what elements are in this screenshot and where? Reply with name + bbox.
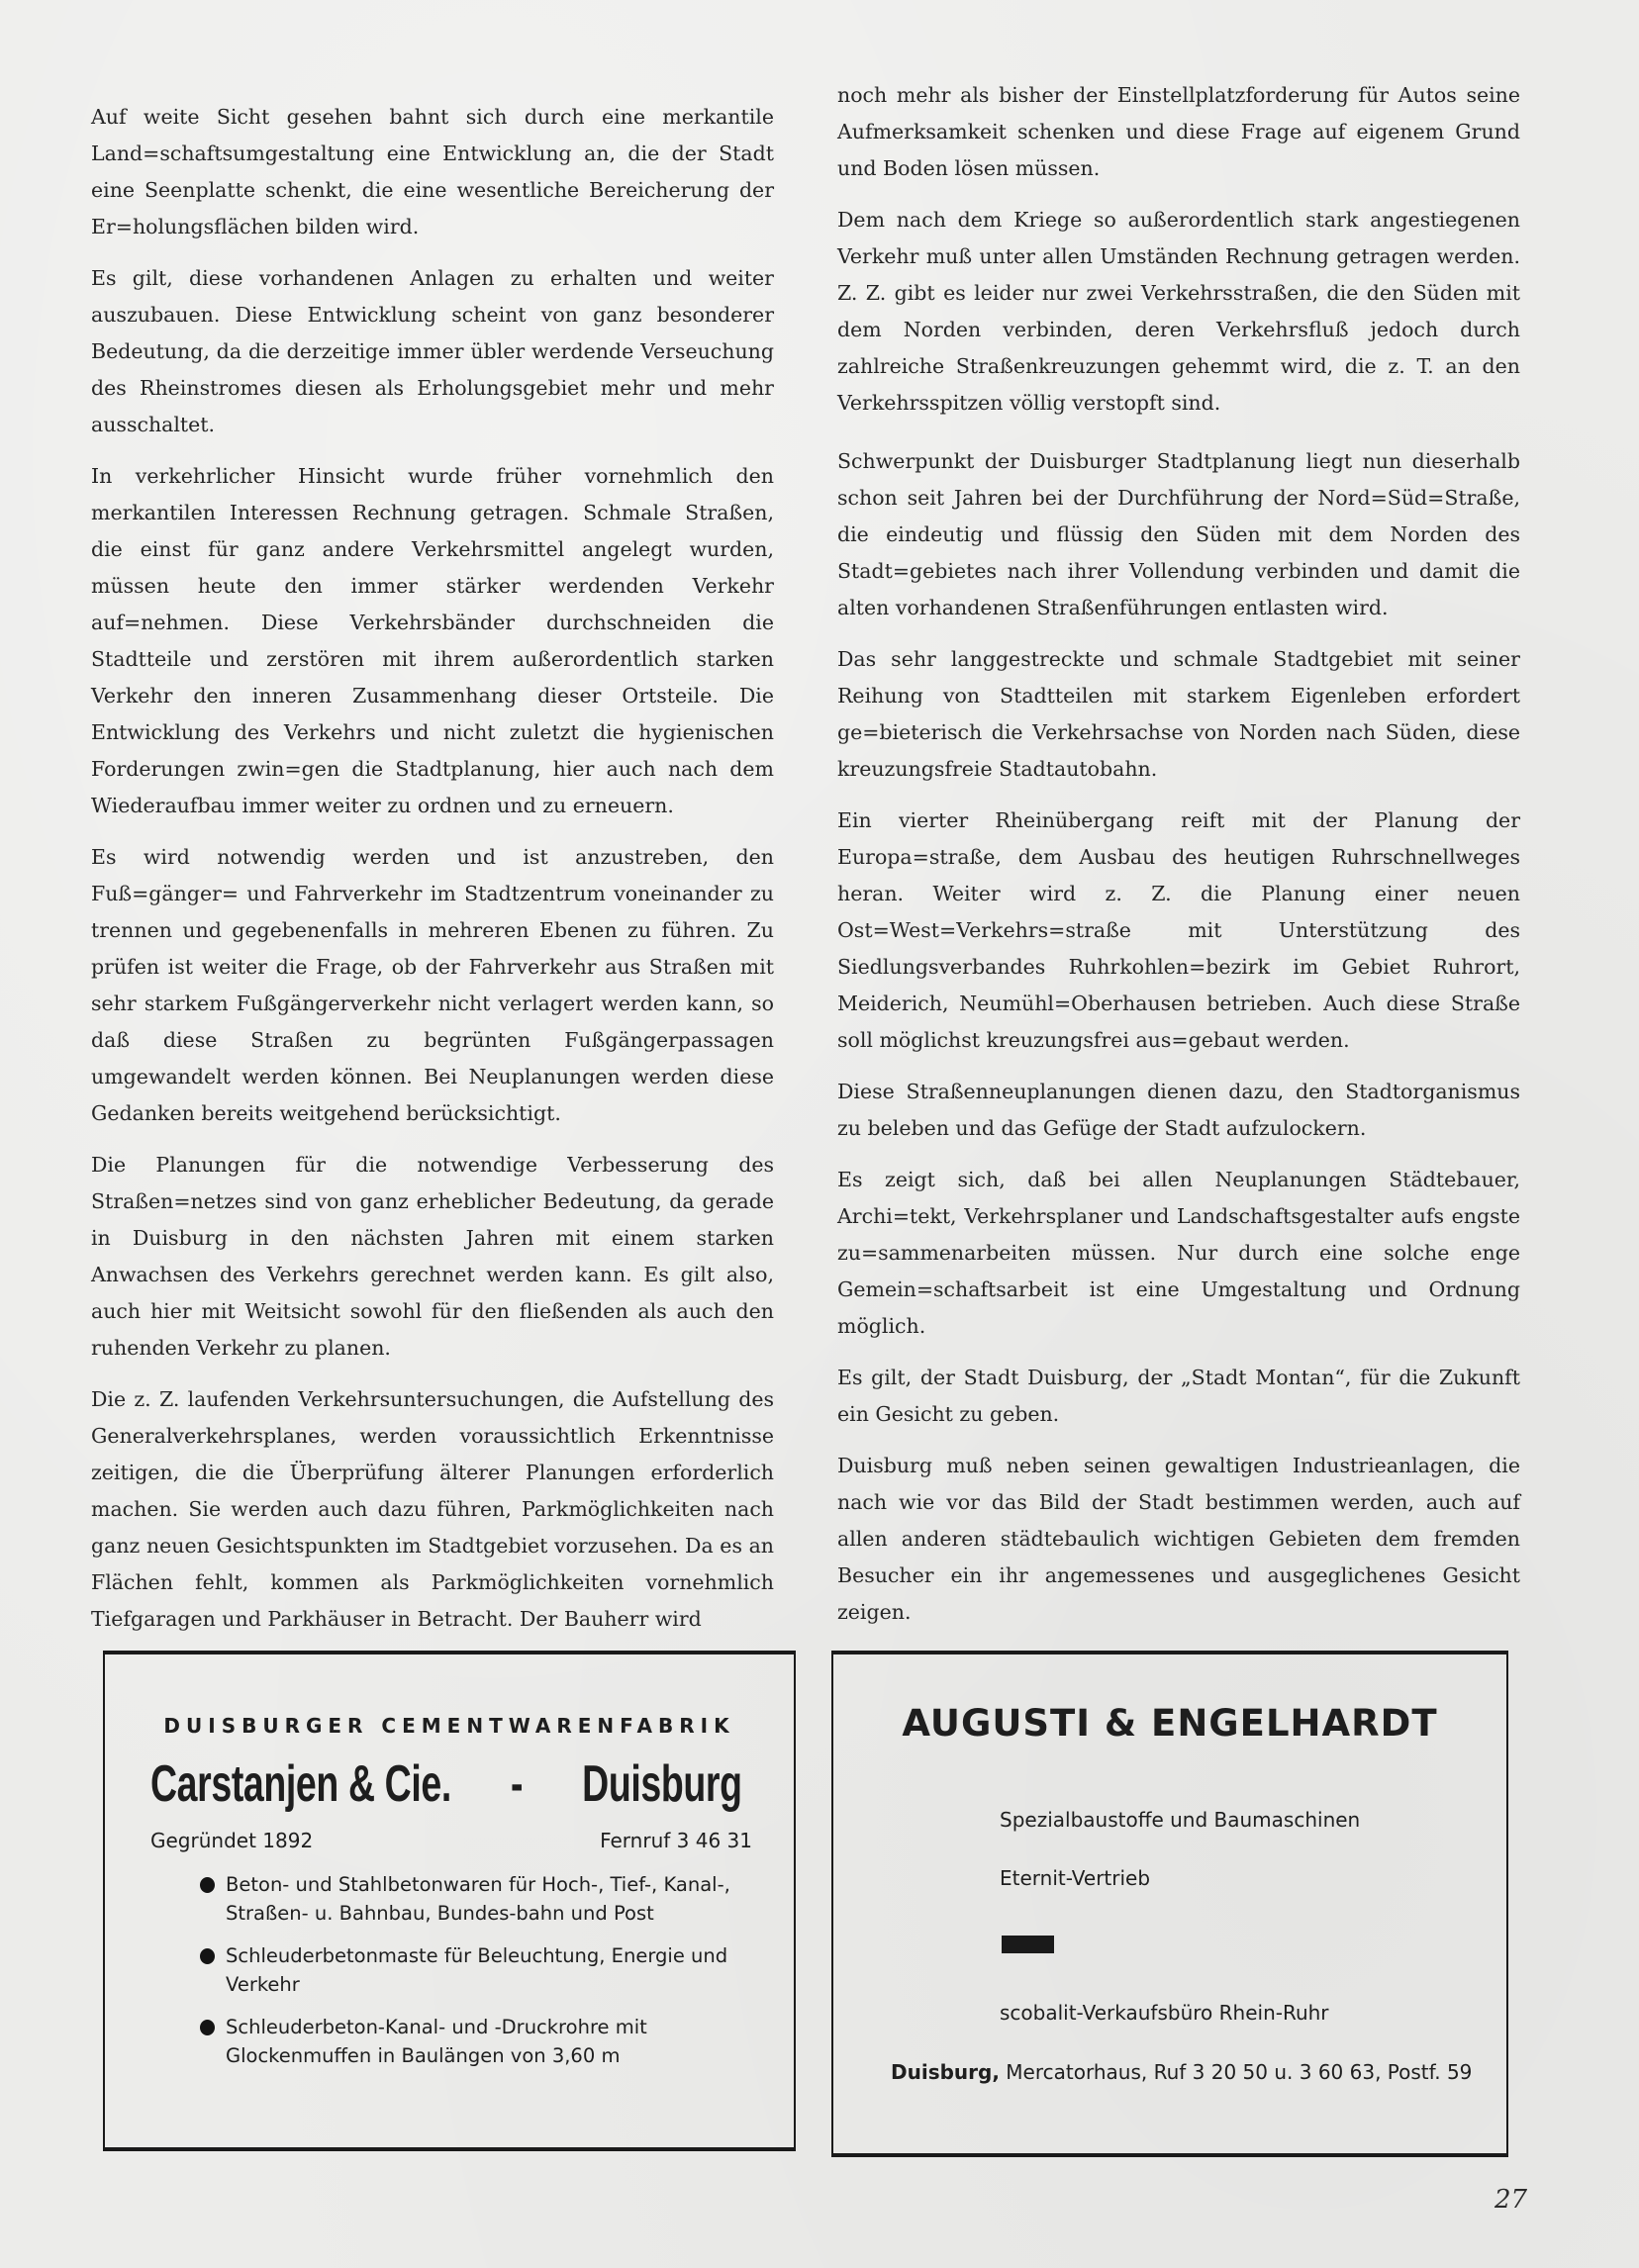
product-text: Beton- und Stahlbetonwaren für Hoch-, Tief-, Kanal-, Straßen- u. Bahnbau, Bundes-bahn und Post bbox=[226, 1873, 730, 1925]
phone-number: Fernruf 3 46 31 bbox=[600, 1829, 752, 1852]
paragraph: Es wird notwendig werden und ist anzustreben, den Fuß=gänger= und Fahrverkehr im Stadtzentrum voneinander zu trennen und gegebenenfalls in mehreren Ebenen zu führen. Zu prüfen ist weiter die Frage, ob der Fahrverkehr aus Straßen mit sehr starkem Fußgängerverkehr nicht verlagert werden kann, so daß diese Straßen zu begrünten Fußgängerpassagen umgewandelt werden können. Bei Neuplanungen werden diese Gedanken bereits weitgehend berücksichtigt. bbox=[91, 845, 774, 1125]
address-city: Duisburg, bbox=[891, 2060, 1000, 2084]
advertisement-augusti-engelhardt bbox=[831, 1651, 1508, 2157]
paragraph: Diese Straßenneuplanungen dienen dazu, den Stadtorganismus zu beleben und das Gefüge der Stadt aufzulockern. bbox=[837, 1080, 1520, 1140]
company-name: Carstanjen & Cie. bbox=[150, 1755, 451, 1813]
ad-kicker: DUISBURGER CEMENTWARENFABRIK bbox=[163, 1714, 735, 1738]
article-right-column bbox=[837, 77, 1520, 1646]
ad-line-specialties: Spezialbaustoffe und Baumaschinen bbox=[1000, 1808, 1361, 1832]
paragraph: Es gilt, diese vorhandenen Anlagen zu erhalten und weiter auszubauen. Diese Entwicklung scheint von ganz besonderer Bedeutung, da die derzeitige immer übler werdende Verseuchung des Rheinstromes diesen als Erholungsgebiet mehr und mehr ausschaltet. bbox=[91, 266, 774, 436]
ad-line-scobalit: scobalit-Verkaufsbüro Rhein-Ruhr bbox=[1000, 2001, 1329, 2025]
paragraph: Es gilt, der Stadt Duisburg, der „Stadt Montan“, für die Zukunft ein Gesicht zu geben. bbox=[837, 1366, 1520, 1426]
paragraph: Das sehr langgestreckte und schmale Stadtgebiet mit seiner Reihung von Stadtteilen mit starkem Eigenleben erfordert ge=bieterisch die Verkehrsachse von Norden nach Süden, diese kreuzungsfreie Stadtautobahn. bbox=[837, 647, 1520, 781]
ad-address bbox=[891, 2060, 1477, 2084]
paragraph: noch mehr als bisher der Einstellplatzforderung für Autos seine Aufmerksamkeit schenken und diese Frage auf eigenem Grund und Boden lösen müssen. bbox=[837, 83, 1520, 180]
company-city: Duisburg bbox=[582, 1755, 742, 1813]
ad-title: AUGUSTI & ENGELHARDT bbox=[902, 1702, 1438, 1745]
ad-company-name bbox=[150, 1753, 742, 1815]
page-number: 27 bbox=[1494, 2185, 1528, 2215]
bullet-icon bbox=[200, 1948, 215, 1964]
paragraph: Die Planungen für die notwendige Verbesserung des Straßen=netzes sind von ganz erheblicher Bedeutung, da gerade in Duisburg in den nächsten Jahren mit einem starken Anwachsen des Verkehrs gerechnet werden kann. Es gilt also, auch hier mit Weitsicht sowohl für den fließenden als auch den ruhenden Verkehr zu planen. bbox=[91, 1153, 774, 1360]
product-item bbox=[200, 1870, 754, 1928]
paragraph: Es zeigt sich, daß bei allen Neuplanungen Städtebauer, Archi=tekt, Verkehrsplaner und Landschaftsgestalter aufs engste zu=sammenarbeiten müssen. Nur durch eine solche enge Gemein=schaftsarbeit ist eine Umgestaltung und Ordnung möglich. bbox=[837, 1168, 1520, 1338]
ad-meta-row bbox=[150, 1829, 752, 1852]
ad-line-eternit: Eternit-Vertrieb bbox=[1000, 1866, 1151, 1890]
paragraph: Auf weite Sicht gesehen bahnt sich durch eine merkantile Land=schaftsumgestaltung eine Entwicklung an, die der Stadt eine Seenplatte schenkt, die eine wesentliche Bereicherung der Er=holungsflächen bilden wird. bbox=[91, 105, 774, 238]
paragraph: Dem nach dem Kriege so außerordentlich stark angestiegenen Verkehr muß unter allen Umständen Rechnung getragen werden. Z. Z. gibt es leider nur zwei Verkehrsstraßen, die den Süden mit dem Norden verbinden, deren Verkehrsfluß jedoch durch zahlreiche Straßenkreuzungen gehemmt wird, die z. T. an den Verkehrsspitzen völlig verstopft sind. bbox=[837, 208, 1520, 415]
advertisement-carstanjen bbox=[103, 1651, 796, 2151]
paragraph: Schwerpunkt der Duisburger Stadtplanung liegt nun dieserhalb schon seit Jahren bei der Durchführung der Nord=Süd=Straße, die eindeutig und flüssig den Süden mit dem Norden des Stadt=gebietes nach ihrer Vollendung verbinden und damit die alten vorhandenen Straßenführungen entlasten wird. bbox=[837, 449, 1520, 619]
company-dash: - bbox=[510, 1755, 524, 1813]
paragraph: Ein vierter Rheinübergang reift mit der Planung der Europa=straße, dem Ausbau des heutigen Ruhrschnellweges heran. Weiter wird z. Z. die Planung einer neuen Ost=West=Verkehrs=straße mit Unterstützung des Siedlungsverbandes Ruhrkohlen=bezirk im Gebiet Ruhrort, Meiderich, Neumühl=Oberhausen betrieben. Auch diese Straße soll möglichst kreuzungsfrei aus=gebaut werden. bbox=[837, 808, 1520, 1052]
black-bar-logo bbox=[1002, 1936, 1054, 1953]
paragraph: Duisburg muß neben seinen gewaltigen Industrieanlagen, die nach wie vor das Bild der Stadt bestimmen werden, auch auf allen anderen städtebaulich wichtigen Gebieten dem fremden Besucher ein ihr angemessenes und ausgeglichenes Gesicht zeigen. bbox=[837, 1454, 1520, 1624]
product-list bbox=[200, 1870, 754, 2084]
address-details: Mercatorhaus, Ruf 3 20 50 u. 3 60 63, Postf. 59 bbox=[999, 2060, 1473, 2084]
product-text: Schleuderbeton-Kanal- und -Druckrohre mit Glockenmuffen in Baulängen von 3,60 m bbox=[226, 2016, 647, 2067]
bullet-icon bbox=[200, 1877, 215, 1893]
product-item bbox=[200, 1941, 754, 1999]
paragraph: Die z. Z. laufenden Verkehrsuntersuchungen, die Aufstellung des Generalverkehrsplanes, werden voraussichtlich Erkenntnisse zeitigen, die die Überprüfung älterer Planungen erforderlich machen. Sie werden auch dazu führen, Parkmöglichkeiten nach ganz neuen Gesichtspunkten im Stadtgebiet vorzusehen. Da es an Flächen fehlt, kommen als Parkmöglichkeiten vornehmlich Tiefgaragen und Parkhäuser in Betracht. Der Bauherr wird bbox=[91, 1387, 774, 1631]
product-item bbox=[200, 2013, 754, 2070]
product-text: Schleuderbetonmaste für Beleuchtung, Energie und Verkehr bbox=[226, 1944, 728, 1996]
paragraph: In verkehrlicher Hinsicht wurde früher vornehmlich den merkantilen Interessen Rechnung getragen. Schmale Straßen, die einst für ganz andere Verkehrsmittel angelegt wurden, müssen heute den immer stärker werdenden Verkehr auf=nehmen. Diese Verkehrsbänder durchschneiden die Stadtteile und zerstören mit ihrem außerordentlich starken Verkehr den inneren Zusammenhang dieser Ortsteile. Die Entwicklung des Verkehrs und nicht zuletzt die hygienischen Forderungen zwin=gen die Stadtplanung, hier auch nach dem Wiederaufbau immer weiter zu ordnen und zu erneuern. bbox=[91, 464, 774, 817]
bullet-icon bbox=[200, 2020, 215, 2035]
article-left-column bbox=[91, 99, 774, 1653]
founded-year: Gegründet 1892 bbox=[150, 1829, 314, 1852]
